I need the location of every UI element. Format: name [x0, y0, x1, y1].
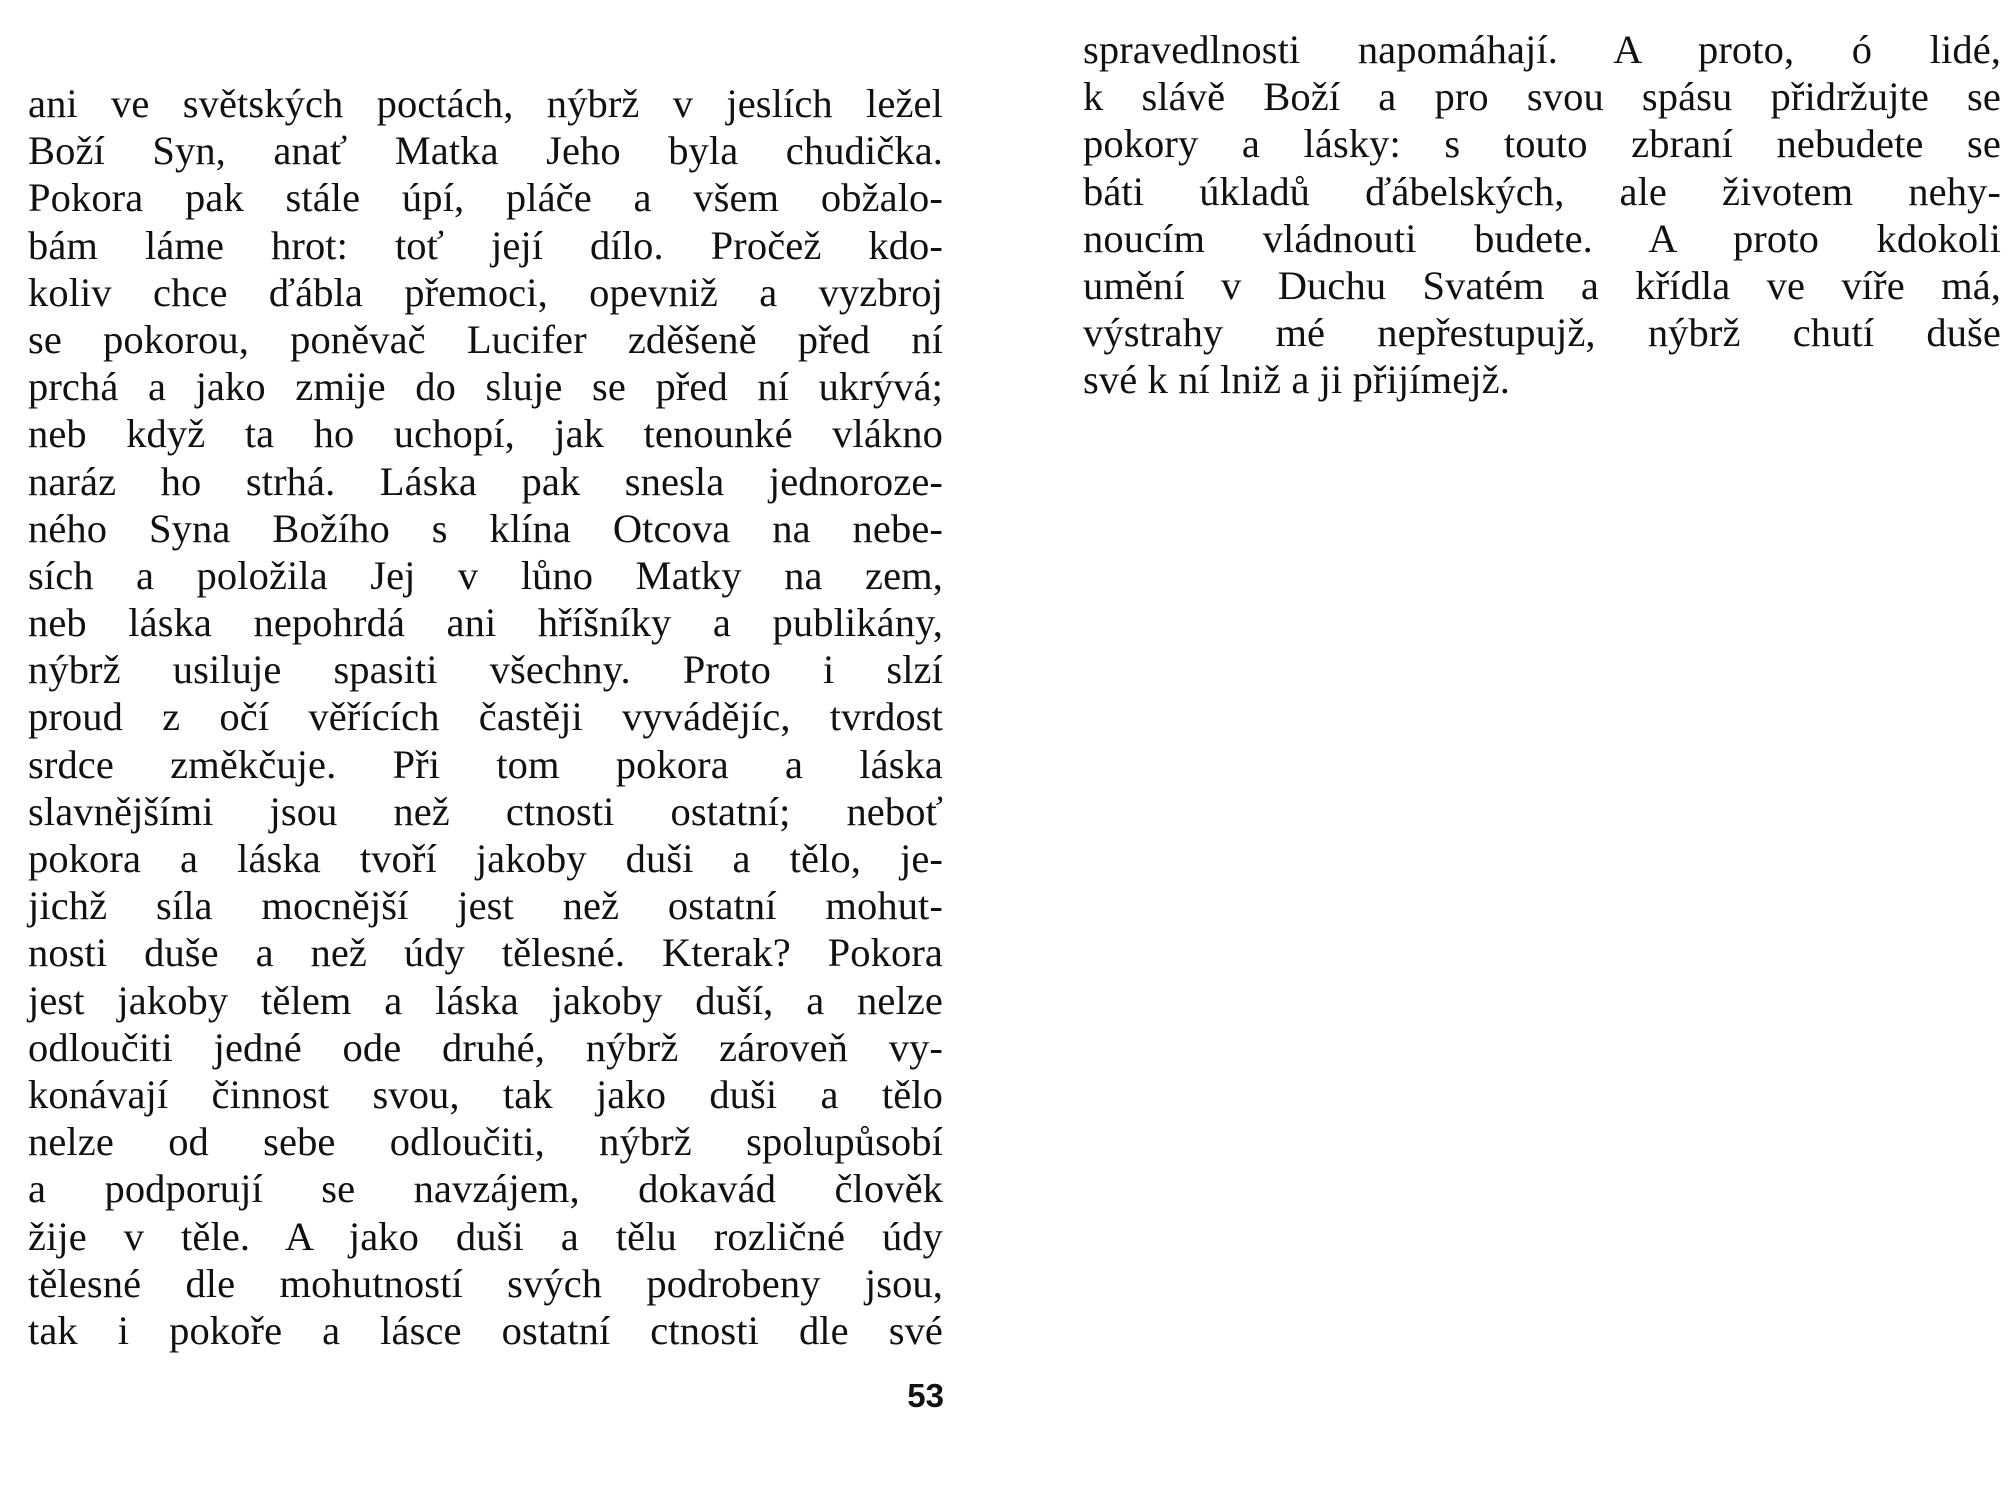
text-line: jichž síla mocnější jest než ostatní mohut- — [28, 883, 943, 929]
text-line: slavnějšími jsou než ctnosti ostatní; neboť — [28, 788, 943, 834]
text-line: výstrahy mé nepřestupujž, nýbrž chutí duše — [1083, 310, 2001, 356]
text-line: k slávě Boží a pro svou spásu přidržujte se — [1083, 74, 2001, 120]
text-line: srdce změkčuje. Při tom pokora a láska — [28, 741, 943, 787]
text-line: báti úkladů ďábelských, ale životem nehy- — [1083, 168, 2001, 214]
text-line: nelze od sebe odloučiti, nýbrž spolupůsobí — [28, 1119, 943, 1165]
text-line: se pokorou, poněvač Lucifer zděšeně před ní — [28, 316, 943, 362]
text-line: koliv chce ďábla přemoci, opevniž a vyzbroj — [28, 269, 943, 315]
right-page — [1083, 26, 2001, 404]
text-line: naráz ho strhá. Láska pak snesla jednoroze- — [28, 458, 943, 504]
text-line: proud z očí věřících častěji vyvádějíc, tvrdost — [28, 694, 943, 740]
text-line: pokory a lásky: s touto zbraní nebudete se — [1083, 121, 2001, 167]
left-page — [28, 80, 943, 1354]
text-line: tak i pokoře a lásce ostatní ctnosti dle své — [28, 1307, 943, 1353]
text-line: konávají činnost svou, tak jako duši a tělo — [28, 1071, 943, 1117]
text-line: neb když ta ho uchopí, jak tenounké vlákno — [28, 411, 943, 457]
text-line: prchá a jako zmije do sluje se před ní ukrývá; — [28, 364, 943, 410]
text-line: odloučiti jedné ode druhé, nýbrž zároveň vy- — [28, 1024, 943, 1070]
text-line: ani ve světských poctách, nýbrž v jeslích ležel — [28, 81, 943, 126]
page-number: 53 — [907, 1377, 944, 1414]
text-line: žije v těle. A jako duši a tělu rozličné údy — [28, 1213, 943, 1259]
text-line: Pokora pak stále úpí, pláče a všem obžalo- — [28, 175, 943, 221]
text-line: sích a položila Jej v lůno Matky na zem, — [28, 552, 943, 598]
text-line: nýbrž usiluje spasiti všechny. Proto i slzí — [28, 647, 943, 693]
text-line: bám láme hrot: toť její dílo. Pročež kdo- — [28, 222, 943, 268]
text-line: pokora a láska tvoří jakoby duši a tělo, je- — [28, 836, 943, 881]
text-line: své k ní lniž a ji přijímejž. — [1083, 357, 1510, 403]
text-line: a podporují se navzájem, dokavád člověk — [28, 1166, 943, 1212]
text-line: noucím vládnouti budete. A proto kdokoli — [1083, 215, 2001, 261]
text-line: neb láska nepohrdá ani hříšníky a publikány, — [28, 600, 943, 646]
text-line: Boží Syn, anať Matka Jeho byla chudička. — [28, 128, 943, 174]
text-line: umění v Duchu Svatém a křídla ve víře má, — [1083, 262, 2001, 308]
text-line: jest jakoby tělem a láska jakoby duší, a nelze — [28, 977, 943, 1023]
text-line: tělesné dle mohutností svých podrobeny jsou, — [28, 1260, 943, 1306]
text-line: spravedlnosti napomáhají. A proto, ó lidé, — [1083, 27, 2001, 72]
text-line: nosti duše a než údy tělesné. Kterak? Pokora — [28, 930, 943, 976]
text-line: ného Syna Božího s klína Otcova na nebe- — [28, 505, 943, 551]
